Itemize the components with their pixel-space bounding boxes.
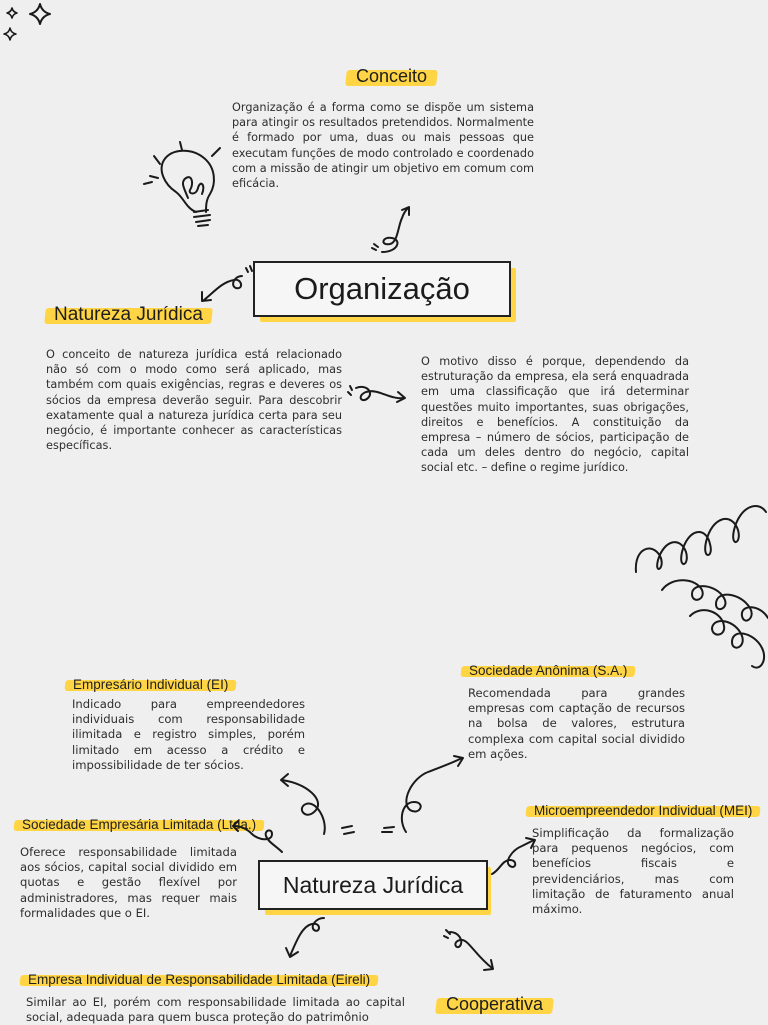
- natureza-juridica-box: Natureza Jurídica: [258, 860, 488, 910]
- natureza-left-text: O conceito de natureza jurídica está relacionado não só com o modo como será aplicado, mas também com quais exigências, regras e deveres os sócios da empresa deverão seguir. Para descobrir exatamente qual a natureza jurídica certa para seu negócio, é importante conhecer as características específicas.: [46, 348, 342, 453]
- swirl-arrow-icon: [346, 378, 408, 408]
- conceito-text: Organização é a forma como se dispõe um sistema para atingir os resultados pretendidos. Normalmente é formado por uma, duas ou mais pessoas que executam funções de modo controlado e coordenado com a missão de atingir um objetivo em comum com eficácia.: [232, 101, 534, 191]
- conceito-label: Conceito: [352, 66, 431, 87]
- natureza-juridica-label: Natureza Jurídica: [51, 304, 206, 326]
- mei-text: Simplificação da formalização para pequenos negócios, com benefícios fiscais e previdenciários, mas com limitação de faturamento anual máximo.: [532, 826, 734, 917]
- natureza-right-text: O motivo disso é porque, dependendo da estruturação da empresa, ela será enquadrada em uma classificação que irá determinar questões muito importantes, suas obrigações, direitos e benefícios. A constituição da empresa – número de sócios, participação de cada um deles dentro do negócio, capital social etc. – define o regime jurídico.: [421, 355, 689, 475]
- swirl-arrow-icon: [378, 752, 466, 838]
- ei-text: Indicado para empreendedores individuais com responsabilidade ilimitada e registro simples, porém limitado em acesso a crédito e impossibilidade de ter sócios.: [72, 697, 305, 772]
- ltda-text: Oferece responsabilidade limitada aos sócios, capital social dividido em quotas e gestão flexível por administradores, mas requer mais formalidades que o EI.: [20, 845, 237, 920]
- swirl-arrow-icon: [440, 926, 498, 976]
- lightbulb-icon: [140, 138, 230, 233]
- cooperativa-label: Cooperativa: [442, 994, 547, 1015]
- ltda-label: Sociedade Empresária Limitada (Ltda.): [22, 817, 257, 832]
- organizacao-box: Organização: [253, 261, 511, 317]
- sa-text: Recomendada para grandes empresas com captação de recursos na bolsa de valores, estrutura complexa com capital social dividido em ações.: [468, 686, 685, 761]
- sa-label: Sociedade Anônima (S.A.): [469, 663, 628, 678]
- swirl-arrow-icon: [228, 818, 288, 858]
- eireli-label: Empresa Individual de Responsabilidade Limitada (Eireli): [28, 972, 371, 987]
- swirl-arrow-icon: [488, 836, 538, 878]
- mei-label: Microempreendedor Individual (MEI): [534, 803, 753, 818]
- eireli-text: Similar ao EI, porém com responsabilidade limitada ao capital social, adequada para quem busca proteção do patrimônio: [26, 995, 405, 1025]
- swirl-arrow-icon: [282, 912, 332, 962]
- spiral-loops-icon: [632, 486, 768, 702]
- sparkle-icon: [0, 0, 60, 50]
- swirl-arrow-icon: [368, 204, 418, 256]
- swirl-arrow-icon: [196, 262, 256, 306]
- swirl-arrow-icon: [276, 770, 358, 838]
- ei-label: Empresário Individual (EI): [73, 677, 229, 692]
